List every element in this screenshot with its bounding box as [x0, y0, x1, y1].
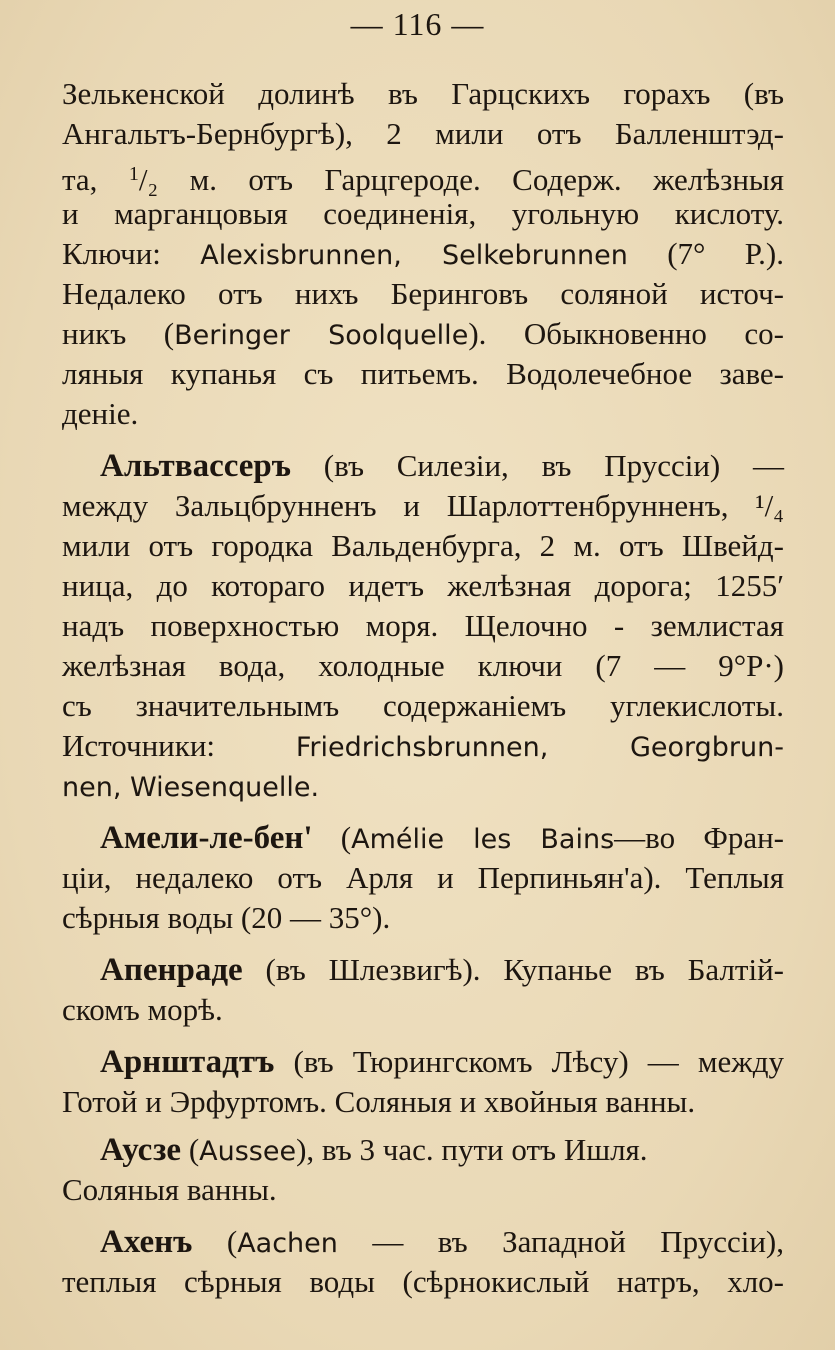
line-text: желѣзная вода, холодные ключи (7 — 9°Р·): [62, 648, 784, 683]
text-line: [62, 446, 784, 486]
text-line: [62, 566, 784, 606]
text-line: [62, 766, 784, 806]
latin-text: Friedrichsbrunnen, Georgbrun-: [295, 732, 784, 763]
text-line: [62, 74, 784, 114]
text-line: [62, 1170, 784, 1210]
text-line: [62, 818, 784, 858]
line-text: Недалеко отъ нихъ Беринговъ соляной источ-: [62, 276, 784, 311]
line-text: теплыя сѣрныя воды (сѣрнокислый натръ, хло-: [62, 1264, 784, 1299]
text-line: [62, 858, 784, 898]
text-line: [62, 1222, 784, 1262]
text-line: [62, 114, 784, 154]
line-text: Готой и Эрфуртомъ. Соляныя и хвойныя ванны.: [62, 1084, 696, 1119]
line-text: никъ (: [62, 316, 175, 351]
text-line: [62, 686, 784, 726]
entry-heading: Амели-ле-бен': [100, 820, 313, 856]
text-line: [62, 1262, 784, 1302]
line-text: (въ Тюрингскомъ Лѣсу) — между: [274, 1044, 784, 1079]
page-number: — 116 —: [350, 6, 485, 42]
text-line: [62, 354, 784, 394]
line-text: и марганцовыя соединенія, угольную кислоту.: [62, 196, 784, 231]
line-text: (въ Шлезвигѣ). Купанье въ Балтій-: [242, 952, 784, 987]
line-text: Соляныя ванны.: [62, 1172, 277, 1207]
superscript: 1: [128, 163, 139, 185]
line-text: —во Фран-: [614, 820, 784, 855]
text-line: [62, 950, 784, 990]
line-text: (въ Силезіи, въ Пруссіи) —: [291, 448, 784, 483]
text-line: [62, 1042, 784, 1082]
line-text: ляныя купанья съ питьемъ. Водолечебное заве-: [62, 356, 784, 391]
latin-text: Aachen: [237, 1228, 338, 1259]
line-text: между Зальцбрунненъ и Шарлоттенбрунненъ, ¹/₄: [62, 488, 784, 523]
line-text: ница, до котораго идетъ желѣзная дорога; 1255′: [62, 568, 784, 603]
text-line: [62, 194, 784, 234]
latin-text: Beringer Soolquelle: [174, 320, 469, 351]
line-text: сѣрныя воды (20 — 35°).: [62, 900, 391, 935]
text-line: [62, 314, 784, 354]
line-text: та,: [62, 162, 129, 197]
text-line: [62, 606, 784, 646]
line-text: Источники:: [62, 728, 296, 763]
text-line: [62, 154, 785, 197]
entry-heading: Арнштадтъ: [100, 1044, 275, 1080]
line-text: скомъ морѣ.: [62, 992, 223, 1027]
text-line: [62, 898, 784, 938]
line-text: — въ Западной Пруссіи),: [337, 1224, 784, 1259]
line-text: мили отъ городка Вальденбурга, 2 м. отъ Швейд-: [62, 528, 784, 563]
line-text: съ значительнымъ содержаніемъ углекислоты.: [62, 688, 784, 723]
latin-text: nen, Wiesenquelle.: [62, 772, 320, 803]
line-text: надъ поверхностью моря. Щелочно - землистая: [62, 608, 784, 643]
latin-text: Amélie les Bains: [351, 824, 615, 855]
text-line: [62, 526, 784, 566]
text-line: [62, 646, 784, 686]
line-text: (: [181, 1132, 200, 1167]
line-text: (7° Р.).: [627, 236, 784, 271]
text-line: [62, 990, 784, 1030]
line-text: (: [312, 820, 352, 855]
line-text: Зелькенской долинѣ въ Гарцскихъ горахъ (въ: [62, 76, 784, 111]
entry-heading: Ахенъ: [100, 1224, 193, 1260]
entry-heading: Апенраде: [100, 952, 243, 988]
latin-text: Alexisbrunnen, Selkebrunnen: [200, 240, 628, 271]
text-line: [62, 1130, 784, 1170]
line-text: Ангальтъ-Бернбургѣ), 2 мили отъ Балленштэд-: [62, 116, 784, 151]
latin-text: Aussee: [199, 1136, 297, 1167]
text-line: [62, 486, 784, 526]
text-line: [62, 1082, 784, 1122]
line-text: ціи, недалеко отъ Арля и Перпиньян'а). Теплыя: [62, 860, 784, 895]
line-text: ), въ 3 час. пути отъ Ишля.: [296, 1132, 648, 1167]
entry-heading: Аусзе: [100, 1132, 182, 1168]
body-text: [62, 74, 784, 1302]
line-text: ). Обыкновенно со-: [468, 316, 785, 351]
text-line: [62, 394, 784, 434]
line-text: (: [192, 1224, 238, 1259]
line-text: Ключи:: [62, 236, 201, 271]
line-text: /₂ м. отъ Гарцгероде. Содерж. желѣзныя: [138, 162, 785, 197]
line-text: деніе.: [62, 396, 139, 431]
text-line: [62, 234, 784, 274]
entry-heading: Альтвассеръ: [100, 448, 292, 484]
text-line: [62, 274, 784, 314]
text-line: [62, 726, 784, 766]
